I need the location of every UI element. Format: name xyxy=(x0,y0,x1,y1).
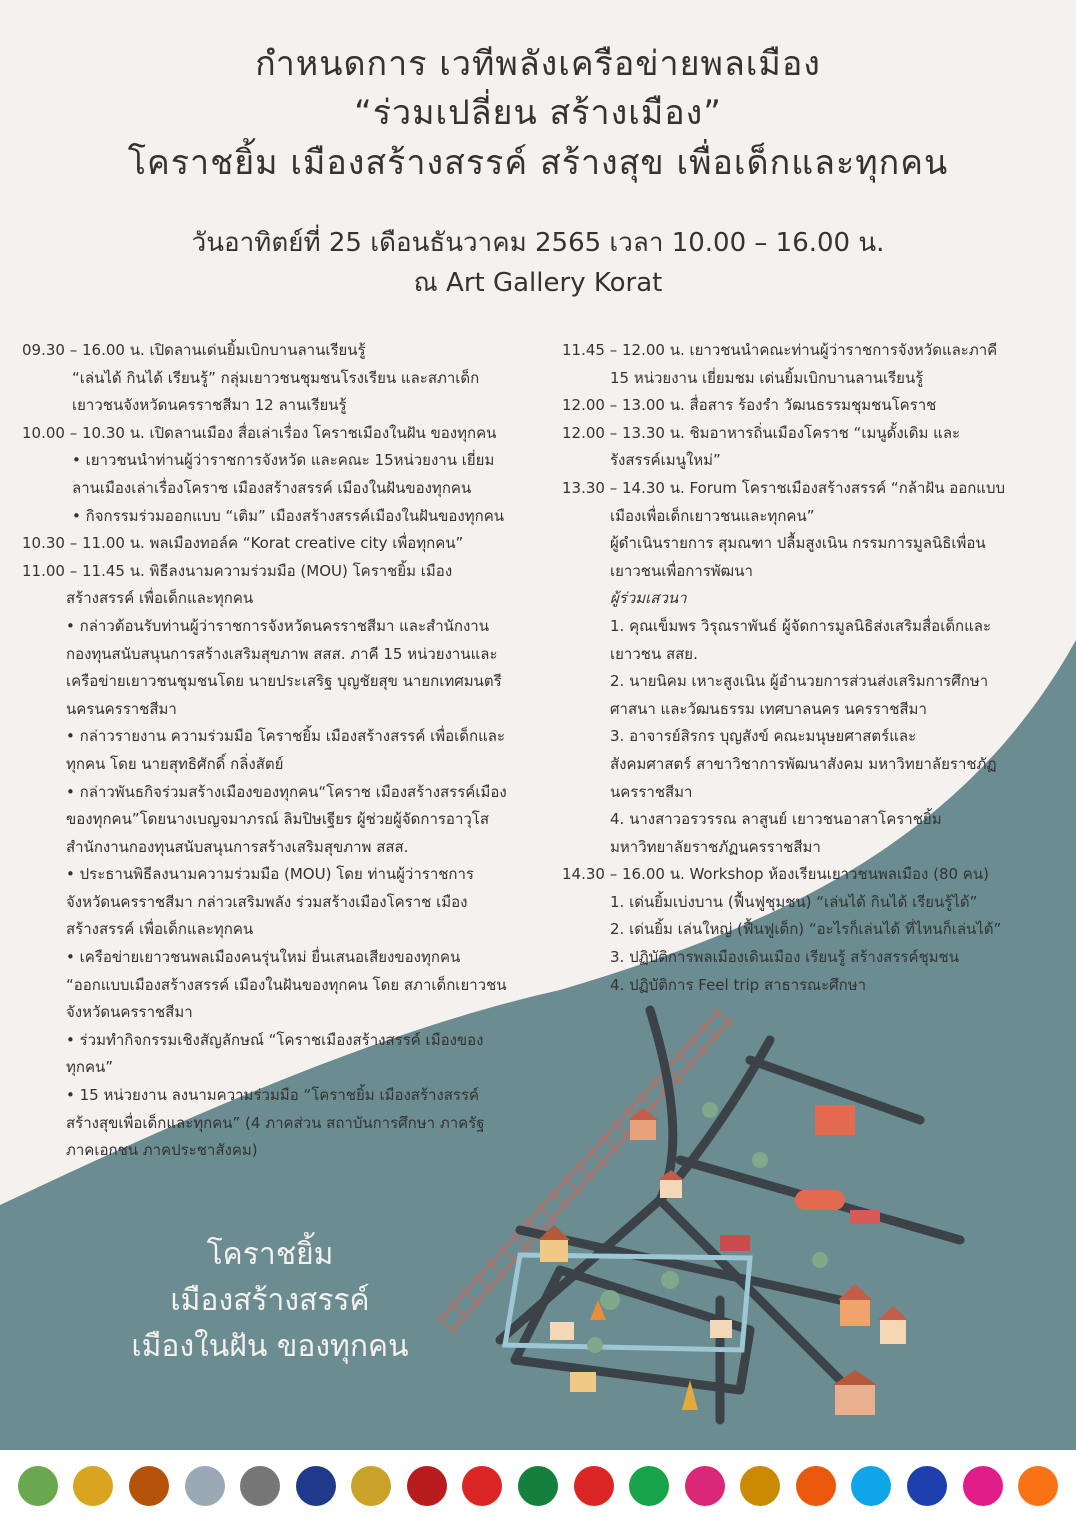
schedule-left-line: • เครือข่ายเยาวชนพลเมืองคนรุ่นใหม่ ยื่นเสนอเสียงของทุกคน xyxy=(66,948,461,967)
schedule-left-line: • 15 หน่วยงาน ลงนามความร่วมมือ “โคราชยิ้ม เมืองสร้างสรรค์ xyxy=(66,1086,480,1105)
railway-tie xyxy=(474,1274,494,1292)
schedule-right-line: 2. เด่นยิ้ม เล่นใหญ่ (ฟื้นฟูเด็ก) “อะไรก็เล่นได้ ที่ไหนก็เล่นได้” xyxy=(610,920,1002,939)
education-seal-gold-icon xyxy=(740,1466,780,1506)
schedule-left-line: • กิจกรรมร่วมออกแบบ “เติม” เมืองสร้างสรรค์เมืองในฝันของทุกคน xyxy=(72,506,505,525)
temple-seal-icon xyxy=(407,1466,447,1506)
schedule-left-line: สร้างสรรค์ เพื่อเด็กและทุกคน xyxy=(66,920,254,939)
schedule-right-line: 12.00 – 13.30 น. ชิมอาหารถิ่นเมืองโคราช “เมนูดั้งเดิม และ xyxy=(562,423,961,442)
ssy-logo-icon xyxy=(963,1466,1003,1506)
schedule-right-line: มหาวิทยาลัยราชภัฏนครราชสีมา xyxy=(610,837,821,856)
schedule-left-line: 11.00 – 11.45 น. พิธีลงนามความร่วมมือ (MOU) โคราชยิ้ม เมือง xyxy=(22,561,453,580)
schedule-right-line: 1. คุณเข็มพร วิรุณราพันธ์ ผู้จัดการมูลนิธิส่งเสริมสื่อเด็กและ xyxy=(610,616,992,635)
people-network-logo-icon xyxy=(907,1466,947,1506)
title-line-3: โคราชยิ้ม เมืองสร้างสรรค์ สร้างสุข เพื่อเด็กและทุกคน xyxy=(127,143,949,183)
youth-network-logo-icon xyxy=(851,1466,891,1506)
schedule-left-line: “ออกแบบเมืองสร้างสรรค์ เมืองในฝันของทุกคน โดย สภาเด็กเยาวชน xyxy=(66,975,507,994)
schedule-right-line: 2. นายนิคม เหาะสูงเนิน ผู้อำนวยการส่วนส่งเสริมการศึกษา xyxy=(610,672,989,691)
schedule-right-line: เยาวชนเพื่อการพัฒนา xyxy=(610,561,753,580)
railway-tie xyxy=(461,1288,481,1306)
railway-tie xyxy=(600,1135,620,1153)
schedule-right-line: ผู้ร่วมเสวนา xyxy=(610,589,687,608)
police-seal-icon xyxy=(574,1466,614,1506)
municipality-seal-icon xyxy=(185,1466,225,1506)
schedule-right-column xyxy=(562,337,1062,999)
date-line: วันอาทิตย์ที่ 25 เดือนธันวาคม 2565 เวลา 10.00 – 16.00 น. xyxy=(191,228,885,258)
university-seal-green-icon xyxy=(518,1466,558,1506)
slogan-line-3: เมืองในฝัน ของทุกคน xyxy=(131,1329,409,1364)
schedule-left-line: • กล่าวรายงาน ความร่วมมือ โคราชยิ้ม เมืองสร้างสรรค์ เพื่อเด็กและ xyxy=(66,727,506,746)
ministry-seal-green-icon xyxy=(629,1466,669,1506)
foundation-seal-icon xyxy=(351,1466,391,1506)
schedule-left-line: ลานเมืองเล่าเรื่องโคราช เมืองสร้างสรรค์ เมืองในฝันของทุกคน xyxy=(72,478,472,497)
schedule-right-line: ศาสนา และวัฒนธรรม เทศบาลนคร นครราชสีมา xyxy=(610,699,927,718)
schedule-left-line: • เยาวชนนำท่านผู้ว่าราชการจังหวัด และคณะ 15หน่วยงาน เยี่ยม xyxy=(72,451,495,470)
schedule-left-line: จังหวัดนครราชสีมา กล่าวเสริมพลัง ร่วมสร้างเมืองโคราช เมือง xyxy=(66,892,468,911)
schedule-right-line: 13.30 – 14.30 น. Forum โคราชเมืองสร้างสรรค์ “กล้าฝัน ออกแบบ xyxy=(562,478,1006,497)
slogan-line-1: โคราชยิ้ม xyxy=(206,1237,334,1272)
venue-line: ณ Art Gallery Korat xyxy=(413,268,663,298)
schedule-right-line: รังสรรค์เมนูใหม่” xyxy=(610,451,721,470)
partner-logo-strip xyxy=(0,1450,1076,1522)
schedule-right-line: 4. นางสาวอรวรรณ ลาสูนย์ เยาวชนอาสาโคราชยิ้ม xyxy=(610,810,942,829)
schedule-right-line: 11.45 – 12.00 น. เยาวชนนำคณะท่านผู้ว่าราชการจังหวัดและภาคี xyxy=(562,341,998,359)
railway-tie xyxy=(562,1177,582,1195)
schedule-right-line: 15 หน่วยงาน เยี่ยมชม เด่นยิ้มเบิกบานลานเรียนรู้ xyxy=(610,368,924,387)
railway-tie xyxy=(587,1149,607,1167)
sdc-logo-icon xyxy=(796,1466,836,1506)
schedule-right-line: สังคมศาสตร์ สาขาวิชาการพัฒนาสังคม มหาวิทยาลัยราชภัฏ xyxy=(610,754,997,773)
schedule-left-line: • ร่วมทำกิจกรรมเชิงสัญลักษณ์ “โคราชเมืองสร้างสรรค์ เมืองของ xyxy=(66,1030,484,1049)
schedule-left-line: กองทุนสนับสนุนการสร้างเสริมสุขภาพ สสส. ภาคี 15 หน่วยงานและ xyxy=(66,644,498,663)
schedule-left-line: 10.00 – 10.30 น. เปิดลานเมือง สื่อเล่าเรื่อง โคราชเมืองในฝัน ของทุกคน xyxy=(22,423,497,442)
community-logo-icon xyxy=(240,1466,280,1506)
schedule-left-line: เครือข่ายเยาวชนชุมชนโดย นายประเสริฐ บุญชัยสุข นายกเทศมนตรี xyxy=(66,672,502,691)
schedule-left-line: สร้างสรรค์ เพื่อเด็กและทุกคน xyxy=(66,589,254,608)
schedule-left-line: สร้างสุขเพื่อเด็กและทุกคน” (4 ภาคส่วน สถาบันการศึกษา ภาครัฐ xyxy=(66,1113,485,1132)
province-seal-icon xyxy=(129,1466,169,1506)
railway-tie xyxy=(537,1204,557,1222)
schedule-right-line: 3. ปฏิบัติการพลเมืองเดินเมือง เรียนรู้ สร้างสรรค์ชุมชน xyxy=(610,948,959,967)
road-network xyxy=(500,1010,960,1420)
schedule-left-line: 10.30 – 11.00 น. พลเมืองทอล์ค “Korat creative city เพื่อทุกคน” xyxy=(22,534,464,553)
railway-tie xyxy=(499,1246,519,1264)
schedule-left-line: ทุกคน” xyxy=(66,1058,114,1077)
slogan-line-2: เมืองสร้างสรรค์ xyxy=(170,1283,370,1318)
korat-street-art-logo-icon xyxy=(296,1466,336,1506)
schedule-left-line: 09.30 – 16.00 น. เปิดลานเด่นยิ้มเบิกบานลานเรียนรู้ xyxy=(22,341,366,359)
schedule-right-line: 14.30 – 16.00 น. Workshop ห้องเรียนเยาวชนพลเมือง (80 คน) xyxy=(562,865,989,884)
schedule-right-line: เมืองเพื่อเด็กเยาวชนและทุกคน” xyxy=(610,506,815,525)
schedule-left-line: • ประธานพิธีลงนามความร่วมมือ (MOU) โดย ท่านผู้ว่าราชการ xyxy=(66,865,474,884)
city-map-illustration xyxy=(420,1000,980,1430)
railway-tie xyxy=(612,1121,632,1139)
title-line-2: “ร่วมเปลี่ยน สร้างเมือง” xyxy=(354,93,722,133)
schedule-left-line: “เล่นได้ กินได้ เรียนรู้” กลุ่มเยาวชนชุมชนโรงเรียน และสภาเด็ก xyxy=(72,368,480,387)
schedule-left-line: เยาวชนจังหวัดนครราชสีมา 12 ลานเรียนรู้ xyxy=(72,396,347,415)
schedule-right-line: 4. ปฏิบัติการ Feel trip สาธารณะศึกษา xyxy=(610,975,867,994)
royal-seal-pink-icon xyxy=(685,1466,725,1506)
schedule-right-line: เยาวชน สสย. xyxy=(610,644,698,663)
schedule-left-line: จังหวัดนครราชสีมา xyxy=(66,1003,193,1022)
railway-tie xyxy=(638,1093,658,1111)
schedule-left-line: ทุกคน โดย นายสุทธิศักดิ์ กลิ่งสัตย์ xyxy=(66,754,284,773)
schedule-left-line: สำนักงานกองทุนสนับสนุนการสร้างเสริมสุขภาพ สสส. xyxy=(66,837,409,856)
schedule-left-line: ของทุกคน”โดยนางเบญจมาภรณ์ ลิมปิษเฐียร ผู้ช่วยผู้จัดการอาวุโส xyxy=(66,810,489,829)
railway-tie xyxy=(575,1163,595,1181)
schedule-left-line: • กล่าวต้อนรับท่านผู้ว่าราชการจังหวัดนครราชสีมา และสำนักงาน xyxy=(66,616,489,635)
schedule-right-line: 1. เด่นยิ้มเบ่งบาน (ฟื้นฟูชุมชน) “เล่นได้ กินได้ เรียนรู้ได้” xyxy=(610,892,978,911)
schedule-left-line: ภาคเอกชน ภาคประชาสังคม) xyxy=(66,1141,258,1160)
title-line-1: กำหนดการ เวทีพลังเครือข่ายพลเมือง xyxy=(255,44,821,84)
tk-square-korat-logo-icon xyxy=(462,1466,502,1506)
schedule-right-line: นครราชสีมา xyxy=(610,782,693,801)
school-logo-icon xyxy=(18,1466,58,1506)
schedule-right-line: ผู้ดำเนินรายการ สุมณฑา ปลื้มสูงเนิน กรรมการมูลนิธิเพื่อน xyxy=(610,534,986,553)
railway-tie xyxy=(449,1302,469,1320)
schedule-right-line: 3. อาจารย์สิรกร บุญสังข์ คณะมนุษยศาสตร์และ xyxy=(610,727,917,746)
ministry-education-seal-icon xyxy=(73,1466,113,1506)
thaihealth-logo-icon xyxy=(1018,1466,1058,1506)
schedule-right-line: 12.00 – 13.00 น. สื่อสาร ร้องรำ วัฒนธรรมชุมชนโคราช xyxy=(562,396,937,415)
schedule-left-line: • กล่าวพันธกิจร่วมสร้างเมืองของทุกคน“โคราช เมืองสร้างสรรค์เมือง xyxy=(66,782,507,801)
slogan xyxy=(90,1232,450,1370)
schedule-left-line: นครนครราชสีมา xyxy=(66,699,177,718)
railway-tie xyxy=(486,1260,506,1278)
railway-tie xyxy=(549,1190,569,1208)
